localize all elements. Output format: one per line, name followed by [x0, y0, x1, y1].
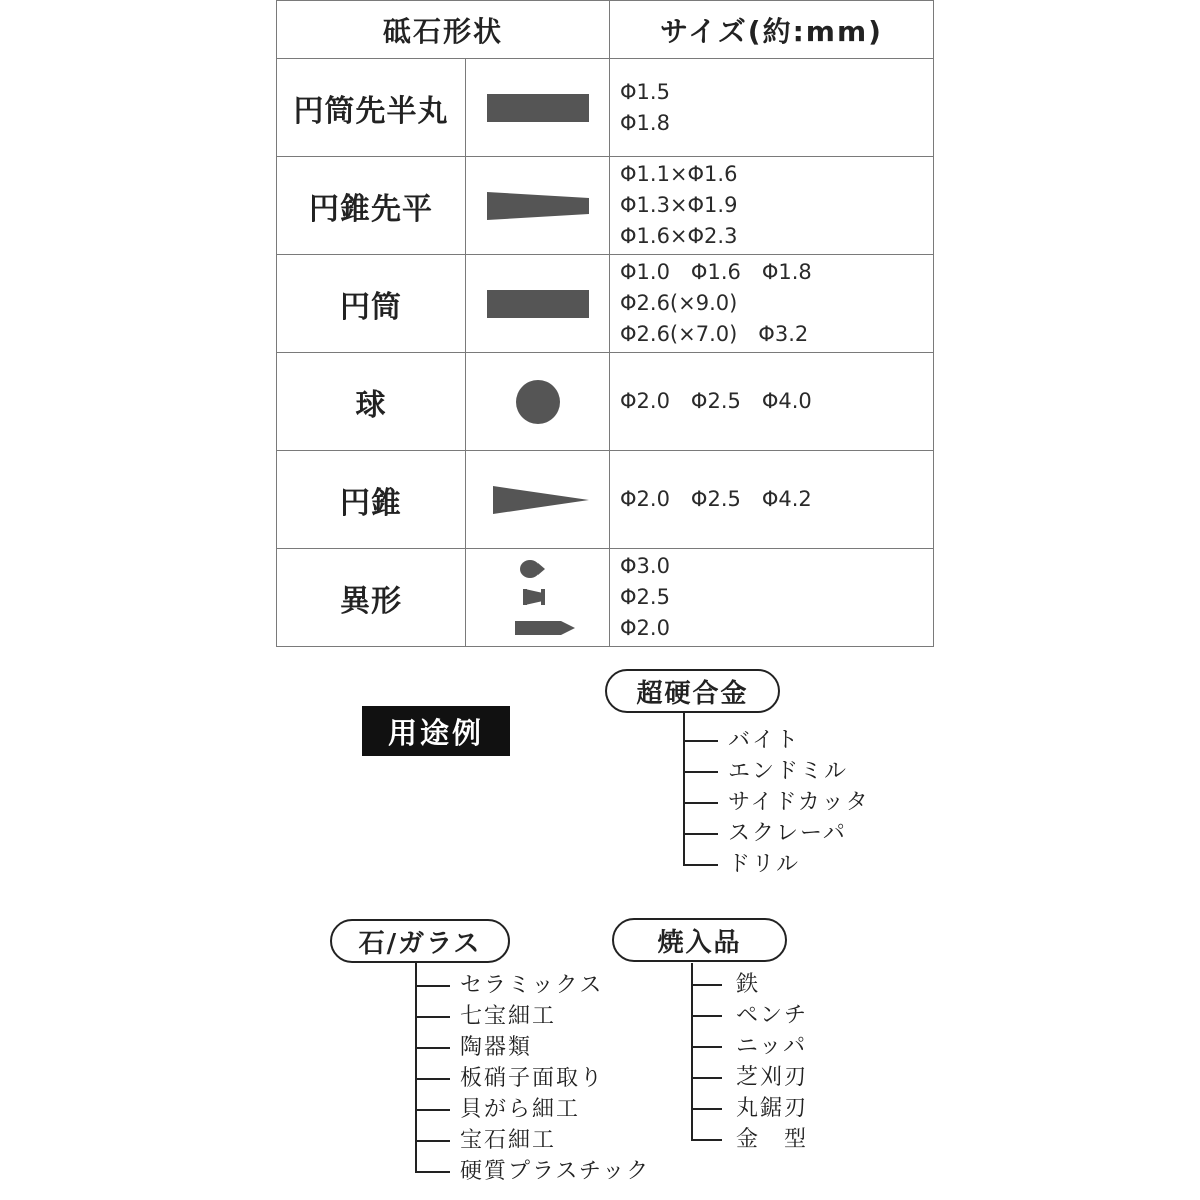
size-value: Φ1.6×Φ2.3	[620, 224, 738, 248]
table-row	[277, 255, 934, 353]
size-cell	[610, 157, 934, 255]
list-item: バイト	[728, 728, 801, 753]
shape-name: 円錐先平	[277, 157, 466, 255]
size-value: Φ2.5	[620, 585, 670, 609]
grindstone-spec-table	[276, 0, 934, 647]
group-title-hardened: 焼入品	[612, 918, 787, 962]
list-item: サイドカッタ	[728, 790, 870, 815]
shape-name: 球	[277, 353, 466, 451]
group-title-stone-glass: 石/ガラス	[330, 919, 510, 963]
size-value: Φ1.3×Φ1.9	[620, 193, 738, 217]
table-row	[277, 157, 934, 255]
size-cell	[610, 549, 934, 647]
shape-name: 円筒	[277, 255, 466, 353]
list-item: セラミックス	[460, 973, 604, 998]
shape-name: 円錐	[277, 451, 466, 549]
usage-examples-badge: 用途例	[362, 706, 510, 756]
shape-cell	[466, 157, 610, 255]
table-row	[277, 353, 934, 451]
list-item: 宝石細工	[460, 1128, 557, 1153]
list-item: エンドミル	[728, 759, 849, 784]
table-row	[277, 549, 934, 647]
special-shapes-icon	[483, 555, 593, 641]
header-shape: 砥石形状	[277, 1, 610, 59]
list-item: 貝がら細工	[460, 1097, 581, 1122]
shape-cell	[466, 353, 610, 451]
shape-cell	[466, 451, 610, 549]
list-item: ニッパ	[736, 1034, 808, 1059]
size-cell	[610, 451, 934, 549]
ball-icon	[483, 377, 593, 427]
size-value: Φ2.0	[620, 616, 670, 640]
list-item: 陶器類	[460, 1035, 533, 1060]
shape-name: 円筒先半丸	[277, 59, 466, 157]
table-header-row	[277, 1, 934, 59]
size-value: Φ1.5	[620, 79, 670, 104]
size-value: Φ1.8	[620, 110, 670, 135]
list-item: 芝刈刃	[736, 1065, 809, 1090]
table-row	[277, 451, 934, 549]
shape-name: 異形	[277, 549, 466, 647]
shape-cell	[466, 549, 610, 647]
shape-cell	[466, 59, 610, 157]
list-item: 鉄	[736, 972, 761, 997]
cylinder-round-tip-icon	[483, 88, 593, 128]
size-value: Φ1.1×Φ1.6	[620, 162, 738, 186]
cone-icon	[483, 480, 593, 520]
size-cell	[610, 59, 934, 157]
list-item: 丸鋸刃	[736, 1096, 809, 1121]
size-value: Φ2.6(×7.0) Φ3.2	[620, 322, 809, 346]
header-size: サイズ(約:mm)	[610, 1, 934, 59]
cylinder-icon	[483, 284, 593, 324]
list-item: 金 型	[736, 1127, 809, 1152]
table-row	[277, 59, 934, 157]
shape-cell	[466, 255, 610, 353]
list-item: ペンチ	[736, 1003, 809, 1028]
list-item: 板硝子面取り	[460, 1066, 605, 1091]
group-title-carbide: 超硬合金	[605, 669, 780, 713]
size-cell	[610, 255, 934, 353]
size-value: Φ3.0	[620, 554, 670, 578]
size-value: Φ2.0 Φ2.5 Φ4.2	[620, 487, 812, 511]
taper-flat-tip-icon	[483, 186, 593, 226]
size-value: Φ1.0 Φ1.6 Φ1.8	[620, 260, 812, 284]
list-item: ドリル	[728, 852, 801, 877]
size-value: Φ2.0 Φ2.5 Φ4.0	[620, 389, 812, 413]
list-item: 七宝細工	[460, 1004, 557, 1029]
list-item: 硬質プラスチック	[460, 1159, 651, 1184]
size-value: Φ2.6(×9.0)	[620, 291, 738, 315]
size-cell	[610, 353, 934, 451]
list-item: スクレーパ	[728, 821, 847, 846]
